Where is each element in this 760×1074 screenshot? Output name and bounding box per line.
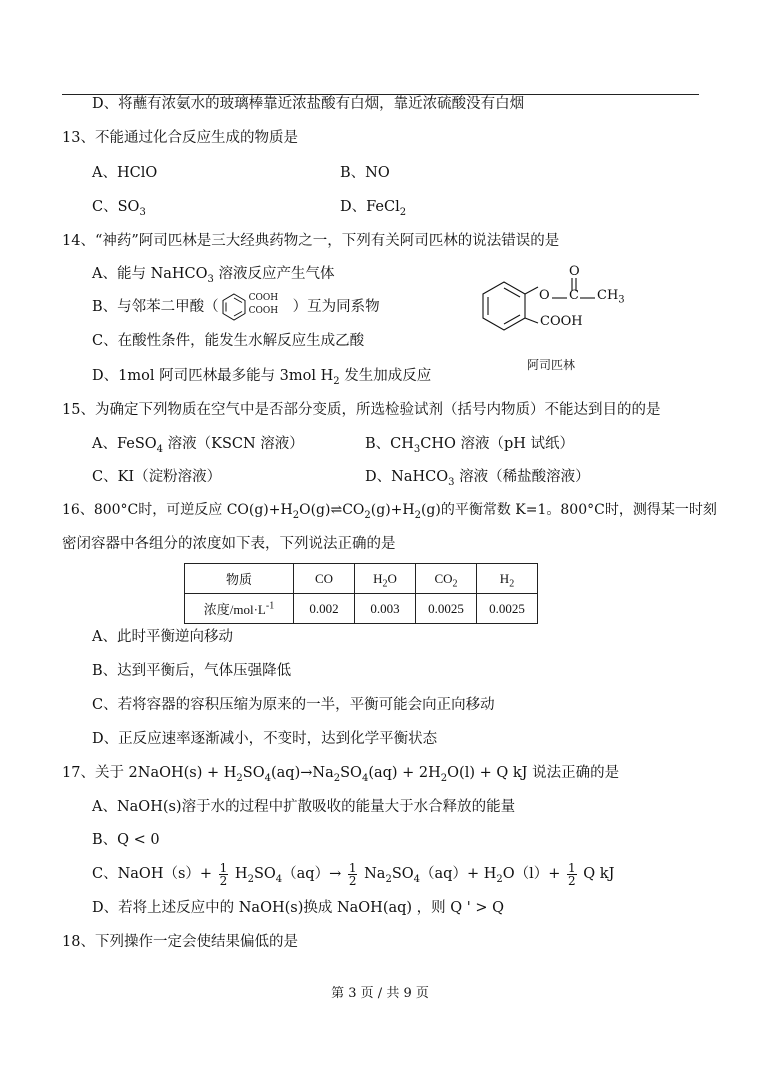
table-header-cell: $H_2$ bbox=[477, 564, 538, 594]
q13-stem: 13、不能通过化合反应生成的物质是 bbox=[62, 130, 298, 146]
table-cell: 浓度$/mol\cdot L^{-1}$ bbox=[185, 594, 294, 624]
q16-stem-line1: 16、800°C时，可逆反应 $CO(g)+H_2O(g)\rightleftharpoons CO_2(g)+H_2(g)$的平衡常数 K=1。800°C时，测得某一时刻 bbox=[62, 502, 717, 521]
q14-stem: 14、“神药”阿司匹林是三大经典药物之一，下列有关阿司匹林的说法错误的是 bbox=[62, 233, 560, 249]
table-cell: 0.0025 bbox=[477, 594, 538, 624]
page-footer: 第 3 页 / 共 9 页 bbox=[331, 986, 429, 1001]
q15-option-b: B、$CH_3CHO$ 溶液（pH 试纸） bbox=[365, 436, 575, 455]
aspirin-caption: 阿司匹林 bbox=[527, 358, 576, 372]
q13-option-d: D、FeCl$_2$ bbox=[340, 199, 407, 218]
q17-option-a: A、NaOH(s)溶于水的过程中扩散吸收的能量大于水合释放的能量 bbox=[92, 799, 516, 815]
q16-option-d: D、正反应速率逐渐减小，不变时，达到化学平衡状态 bbox=[92, 731, 438, 747]
phthalic-acid-structure: COOH COOH bbox=[219, 297, 293, 317]
fraction-half: $\frac{1}{2}$ bbox=[348, 860, 357, 888]
concentration-table bbox=[184, 563, 538, 624]
q13-option-b: B、NO bbox=[340, 165, 390, 181]
q14-option-b: B、与邻苯二甲酸（ COOH COOH ）互为同系物 bbox=[92, 297, 380, 317]
table-header-cell: 物质 bbox=[185, 564, 294, 594]
table-cell: 0.0025 bbox=[416, 594, 477, 624]
q12-option-d: D、将蘸有浓氨水的玻璃棒靠近浓盐酸有白烟，靠近浓硫酸没有白烟 bbox=[92, 96, 525, 112]
q16-option-b: B、达到平衡后，气体压强降低 bbox=[92, 663, 292, 679]
q16-option-c: C、若将容器的容积压缩为原来的一半，平衡可能会向正向移动 bbox=[92, 697, 495, 713]
q17-stem: 17、关于 2NaOH(s) + $H_2SO_4(aq)\to Na_2SO_4(aq) + 2H_2O(l) + Q$ kJ 说法正确的是 bbox=[62, 765, 620, 784]
aspirin-structure: O O C $CH_3$ COOH 阿司匹林 bbox=[478, 262, 638, 377]
table-cell: 0.002 bbox=[294, 594, 355, 624]
q15-option-c: C、KI（淀粉溶液） bbox=[92, 469, 222, 485]
q13-option-a: A、HClO bbox=[92, 165, 158, 181]
fraction-half: $\frac{1}{2}$ bbox=[219, 860, 228, 888]
q17-option-d: D、若将上述反应中的 NaOH(s)换成 NaOH(aq) ，则 Q ' > Q bbox=[92, 900, 505, 916]
q16-stem-line2: 密闭容器中各组分的浓度如下表，下列说法正确的是 bbox=[62, 536, 396, 552]
q14-option-a: A、能与 NaHCO$_3$ 溶液反应产生气体 bbox=[92, 266, 335, 285]
q17-option-c: C、NaOH（s）+ $\frac{1}{2}$ $H_2SO_4(aq)\to$ $\frac{1}{2}$ $Na_2SO_4(aq)+ H_2O(l)+$ $\frac{1}{2}$ Q kJ bbox=[92, 860, 615, 888]
q15-stem: 15、为确定下列物质在空气中是否部分变质，所选检验试剂（括号内物质）不能达到目的的是 bbox=[62, 402, 661, 418]
table-header-cell: $H_2O$ bbox=[355, 564, 416, 594]
q16-option-a: A、此时平衡逆向移动 bbox=[92, 629, 233, 645]
q14-option-c: C、在酸性条件，能发生水解反应生成乙酸 bbox=[92, 333, 365, 349]
fraction-half: $\frac{1}{2}$ bbox=[568, 860, 576, 888]
benzene-ring-small-icon bbox=[219, 292, 249, 322]
q18-stem: 18、下列操作一定会使结果偏低的是 bbox=[62, 934, 298, 950]
q15-option-d: D、NaHCO$_3$ 溶液（稀盐酸溶液） bbox=[365, 469, 590, 488]
table-cell: 0.003 bbox=[355, 594, 416, 624]
q13-option-c: C、$SO_3$ bbox=[92, 199, 146, 218]
q17-option-b: B、Q < 0 bbox=[92, 832, 160, 848]
table-row bbox=[185, 564, 538, 594]
table-row bbox=[185, 594, 538, 624]
table-header-cell: CO bbox=[294, 564, 355, 594]
q15-option-a: A、FeSO$_4$ 溶液（KSCN 溶液） bbox=[92, 436, 304, 455]
q14-option-d: D、1mol 阿司匹林最多能与 3mol $H_2$ 发生加成反应 bbox=[92, 368, 432, 387]
table-header-cell: $CO_2$ bbox=[416, 564, 477, 594]
